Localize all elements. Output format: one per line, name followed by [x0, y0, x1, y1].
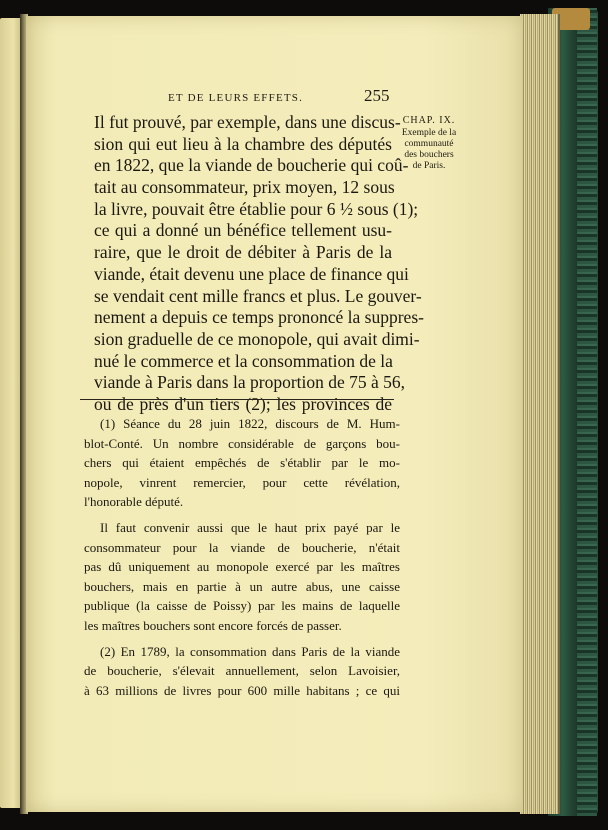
footnote-line: (2) En 1789, la consommation dans Paris de la viande — [100, 643, 400, 659]
footnote-line: consommateur pour la viande de boucherie, n'était — [84, 539, 400, 555]
footnote-line: pas dû uniquement au monopole exercé par les maîtres — [84, 559, 400, 575]
text-line: viande, était devenu une place de finance qui — [94, 263, 409, 284]
text-line: ou de près d'un tiers (2); les provinces de — [94, 393, 392, 414]
text-line: sion graduelle de ce monopole, qui avait dimi- — [94, 328, 420, 349]
footnote-rule — [80, 399, 394, 400]
text-line: nement a depuis ce temps prononcé la suppres- — [94, 307, 424, 328]
text-line: nué le commerce et la consommation de la — [94, 350, 393, 371]
text-line: sion qui eut lieu à la chambre des députés — [94, 133, 392, 154]
footnote-line: publique (la caisse de Poissy) par les mains de laquelle — [84, 598, 400, 614]
footnote-line: l'honorable député. — [84, 494, 184, 510]
footnote-line: bouchers, mais en partie à un autre abus, une caisse — [84, 578, 400, 594]
page-number: 255 — [364, 86, 390, 105]
footnote-line: de boucherie, s'élevait annuellement, selon Lavoisier, — [84, 663, 400, 679]
margin-note-line: des bouchers — [404, 150, 454, 160]
text-line: se vendait cent mille francs et plus. Le gouver- — [94, 285, 422, 306]
text-line: viande à Paris dans la proportion de 75 à 56, — [94, 372, 406, 393]
footnote-line: blot-Conté. Un nombre considérable de garçons bou- — [84, 435, 400, 451]
footnote-line: les maîtres bouchers sont encore forcés de passer. — [84, 617, 342, 633]
marbled-cover-edge — [577, 8, 597, 816]
chapter-label: CHAP. IX. — [402, 115, 456, 126]
page-edges — [520, 14, 560, 814]
margin-note-line: communauté — [404, 139, 454, 149]
footnote-line: nopole, vinrent remercier, pour cette révélation, — [84, 474, 400, 490]
footnote-line: chers qui étaient empêchés de s'établir par le mo- — [84, 455, 400, 471]
footnote-line: (1) Séance du 28 juin 1822, discours de M. Hum- — [100, 416, 400, 431]
text-line: ce qui a donné un bénéfice tellement usu- — [94, 220, 392, 241]
main-text — [94, 112, 424, 416]
footnote-line: Il faut convenir aussi que le haut prix payé par le — [100, 519, 400, 535]
text-line: raire, que le droit de débiter à Paris de la — [94, 242, 392, 263]
text-line: Il fut prouvé, par exemple, dans une discus- — [94, 112, 401, 132]
text-line: tait au consommateur, prix moyen, 12 sous — [94, 177, 395, 198]
margin-note-line: de Paris. — [412, 161, 446, 171]
text-line: la livre, pouvait être établie pour 6 ½ sous (1); — [94, 198, 419, 219]
margin-note-line: Exemple de la — [401, 128, 457, 138]
text-line: en 1822, que la viande de boucherie qui coû- — [94, 155, 409, 176]
facing-page-edge — [0, 18, 22, 808]
footnote-line: à 63 millions de livres pour 600 mille habitans ; ce qui — [84, 682, 400, 698]
running-title: ET DE LEURS EFFETS. — [168, 92, 304, 104]
footnotes — [84, 414, 400, 700]
